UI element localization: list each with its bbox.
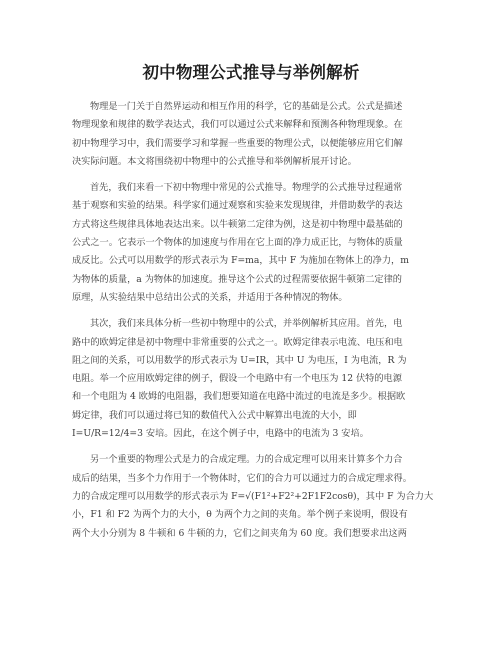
text-line: 其次，我们来具体分析一些初中物理中的公式，并举例解析其应用。首先，电 xyxy=(90,318,403,330)
text-line: 方式将这些规律具体地表达出来。以牛顿第二定律为例，这是初中物理中最基础的 xyxy=(72,218,403,230)
paragraph-intro xyxy=(0,98,502,171)
paragraph-ohms-law xyxy=(0,315,502,443)
document-title: 初中物理公式推导与举例解析 xyxy=(142,63,360,82)
text-line: 原理，从实验结果中总结出公式的关系，并适用于各种情况的物体。 xyxy=(72,291,348,303)
text-line: 路中的欧姆定律是初中物理中非常重要的公式之一。欧姆定律表示电流、电压和电 xyxy=(72,336,403,348)
paragraph-formula-derivation xyxy=(0,179,502,307)
text-line: 力的合成定理可以用数学的形式表示为 F=√(F1²+F2²+2F1F2cosθ)，其中 F 为合力大 xyxy=(72,490,434,502)
text-line: 电阻。举一个应用欧姆定律的例子，假设一个电路中有一个电压为 12 伏特的电源 xyxy=(72,373,402,385)
text-line: 小，F1 和 F2 为两个力的大小，θ 为两个力之间的夹角。举个例子来说明，假设有 xyxy=(72,509,408,521)
text-line: 基于观察和实验的结果。科学家们通过观察和实验来发现规律，并借助数学的表达 xyxy=(72,200,403,212)
text-line: I=U/R=12/4=3 安培。因此，在这个例子中，电路中的电流为 3 安培。 xyxy=(72,428,369,440)
text-line: 阻之间的关系，可以用数学的形式表示为 U=IR，其中 U 为电压，I 为电流，R 为 xyxy=(72,354,407,366)
text-line: 成后的结果，当多个力作用于一个物体时，它们的合力可以通过力的合成定理求得。 xyxy=(72,472,412,484)
text-line: 另一个重要的物理公式是力的合成定理。力的合成定理可以用来计算多个力合 xyxy=(90,454,403,466)
text-line: 物理现象和规律的数学表达式，我们可以通过公式来解释和预测各种物理现象。在 xyxy=(72,119,403,131)
text-line: 决实际问题。本文将围绕初中物理中的公式推导和举例解析展开讨论。 xyxy=(72,155,357,167)
text-line: 首先，我们来看一下初中物理中常见的公式推导。物理学的公式推导过程通常 xyxy=(90,182,403,194)
text-line: 两个大小分别为 8 牛顿和 6 牛顿的力，它们之间夹角为 60 度。我们想要求出这两 xyxy=(72,527,407,539)
text-line: 公式之一。它表示一个物体的加速度与作用在它上面的净力成正比，与物体的质量 xyxy=(72,237,403,249)
text-line: 初中物理学习中，我们需要学习和掌握一些重要的物理公式，以便能够应用它们解 xyxy=(72,137,403,149)
text-line: 和一个电阻为 4 欧姆的电阻器，我们想要知道在电路中流过的电流是多少。根据欧 xyxy=(72,391,406,403)
text-line: 为物体的质量，a 为物体的加速度。推导这个公式的过程需要依据牛顿第二定律的 xyxy=(72,273,402,285)
text-line: 成反比。公式可以用数学的形式表示为 F=ma，其中 F 为施加在物体上的净力，m xyxy=(72,255,409,267)
paragraph-force-composition xyxy=(0,451,502,542)
text-line: 姆定律，我们可以通过将已知的数值代入公式中解算出电流的大小，即 xyxy=(72,409,357,421)
text-line: 物理是一门关于自然界运动和相互作用的科学，它的基础是公式。公式是描述 xyxy=(90,101,403,112)
document-body xyxy=(0,98,502,551)
